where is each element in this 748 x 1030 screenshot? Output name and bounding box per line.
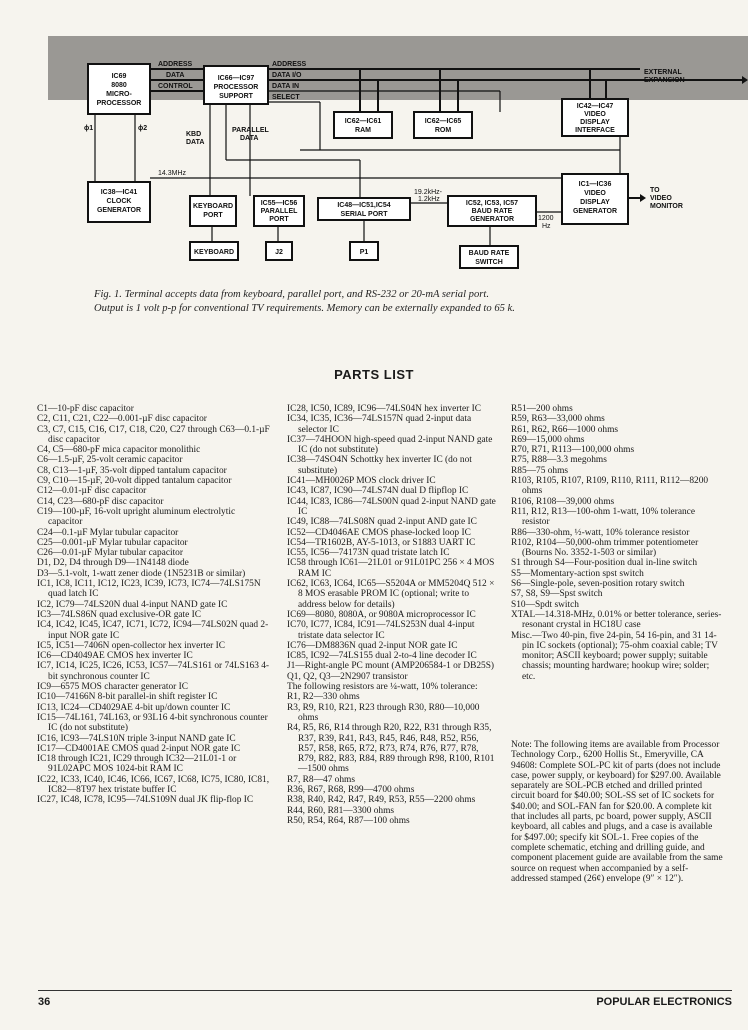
part-entry: IC49, IC88—74LS08N quad 2-input AND gate IC [287,517,477,528]
block-mpu-l0: IC69 [111,73,127,80]
block-diagram [0,0,748,290]
sig-1200-l1: Hz [542,223,551,230]
part-entry: R7, R8—47 ohms [287,774,355,785]
part-entry: IC6—CD4049AE CMOS hex inverter IC [37,651,193,662]
block-baudsw-l0: BAUD RATE [468,250,510,257]
part-entry: IC55, IC56—74173N quad tristate latch IC [287,548,450,559]
parts-column-1 [37,404,270,806]
part-entry: R102, R104—50,000-ohm trimmer potentiometer (Bourns No. 3352-1-503 or similar) [511,537,699,559]
part-entry: IC9—6575 MOS character generator IC [37,682,188,693]
part-entry: C12—0.01-µF disc capacitor [37,486,147,497]
block-rom-l1: ROM [434,127,452,134]
block-baud-l0: IC52, IC53, IC57 [465,200,519,207]
block-vdg-l2: DISPLAY [580,199,610,206]
sig-bauds-l1: 1.2kHz [418,196,440,203]
sig-phi1: ϕ1 [84,125,94,132]
block-parport-l0: IC55—IC56 [260,200,298,207]
sig-control: CONTROL [158,83,193,90]
part-entry: IC22, IC33, IC40, IC46, IC66, IC67, IC68, IC75, IC80, IC81, IC82—8T97 hex tristate buffer IC [37,774,270,795]
part-entry: C4, C5—680-pF mica capacitor monolithic [37,445,201,456]
block-baud-rate-switch [460,246,518,268]
block-parallel-port [254,196,304,226]
part-entry: IC15—74L161, 74L163, or 93L16 4-bit synchronous counter IC (do not substitute) [37,712,268,734]
sig-kbd-data-l0: KBD [186,131,202,138]
part-entry: IC52—CD4046AE CMOS phase-locked loop IC [287,527,471,538]
part-entry: C19—100-µF, 16-volt upright aluminum electrolytic capacitor [37,506,236,528]
block-parport-l1: PARALLEL [260,208,298,215]
sig-bauds-l0: 19.2kHz- [414,189,443,196]
part-entry: IC58 through IC61—21L01 or 91L01PC 256 × 4 MOS RAM IC [287,558,495,579]
block-support-l0: IC66—IC97 [217,75,255,82]
caption-line: Fig. 1. Terminal accepts data from keyboard, parallel port, and RS-232 or 20-mA serial port. [94,289,489,300]
block-clock-generator [88,182,150,222]
block-mpu-l1: 8080 [111,82,127,89]
part-entry: R86—330-ohm, ½-watt, 10% tolerance resistor [511,527,690,538]
block-parport-l2: PORT [269,216,289,223]
part-entry: IC4, IC42, IC45, IC47, IC71, IC72, IC94—74LS02N quad 2-input NOR gate IC [37,620,269,641]
part-entry: IC2, IC79—74LS20N dual 4-input NAND gate IC [37,599,228,610]
part-entry: IC54—TR1602B, AY-5-1013, or S1883 UART IC [287,537,476,548]
part-entry: R38, R40, R42, R47, R49, R53, R55—2200 ohms [287,795,476,806]
part-entry: The following resistors are ¼-watt, 10% tolerance: [287,682,478,693]
part-entry: R61, R62, R66—1000 ohms [511,424,619,435]
part-entry: IC69—8080, 8080A, or 9080A microprocessor IC [287,609,476,620]
sig-1200-l0: 1200 [538,215,554,222]
part-entry: C6—1.5-µF, 25-volt ceramic capacitor [37,455,183,466]
block-rom [414,112,472,138]
part-entry: R4, R5, R6, R14 through R20, R22, R31 through R35, R37, R39, R41, R43, R45, R46, R48, R52, R56, R57, R58, R65, R72, R73, R74, R76, R77, R78, R79, R82, R83, R84, R89 through R98, R100, R101—1500 ohms [287,723,495,775]
part-entry: IC70, IC77, IC84, IC91—74LS253N dual 4-input tristate data selector IC [287,620,475,641]
sig-data-in: DATA IN [272,83,300,90]
part-entry: IC5, IC51—7406N open-collector hex inverter IC [37,640,225,651]
block-mpu-l2: MICRO- [106,91,132,98]
parts-column-3 [511,404,723,682]
part-entry: R36, R67, R68, R99—4700 ohms [287,784,415,795]
part-entry: IC37—74HOON high-speed quad 2-input NAND gate IC (do not substitute) [287,434,493,456]
block-clock-l2: GENERATOR [96,207,142,214]
block-baud-rate-generator [448,196,536,226]
block-vdg-l0: IC1—IC36 [578,181,612,188]
sig-tovideo-l1: VIDEO [650,195,672,202]
parts-column-2 [287,404,497,826]
block-vdi-l2: DISPLAY [580,119,610,126]
block-j2-l0: J2 [275,249,283,256]
block-clock-l1: CLOCK [106,198,132,205]
part-entry: IC62, IC63, IC64, IC65—S5204A or MM5204Q 512 × 8 MOS erasable PROM IC (optional; write to address below for details) [287,579,495,610]
part-entry: C1—10-pF disc capacitor [37,404,134,414]
part-entry: C25—0.001-µF Mylar tubular capacitor [37,537,188,548]
parts-list-title: PARTS LIST [334,367,414,382]
availability-note: Note: The following items are available from Processor Technology Corp., 6200 Hollis St., Emeryville, CA 94608: Complete SOL-PC kit of parts (does not include case, power supply, or keyboard) for $297.00. Available separately are SOL-PCB etched and drilled printed circuit board for $40.00; SOL-SS set of IC sockets for $40.00; and SOL-FAN fan for $20.00. A complete kit that includes all parts, pc board, power supply, ASCII keyboard, all cables and plugs, and a case is available for $497.00; specify kit SOL-1. Free copies of the complete schematic, etching and drilling guide, and component placement guide are available from the same source on request when accompanied by a self-addressed stamped (26¢) envelope (9″ × 12″). [511,740,723,884]
part-entry: IC28, IC50, IC89, IC96—74LS04N hex inverter IC [287,404,481,414]
part-entry: IC3—74LS86N quad exclusive-OR gate IC [37,609,202,620]
figure-caption [94,288,684,316]
part-entry: IC13, IC24—CD4029AE 4-bit up/down counter IC [37,702,231,713]
part-entry: IC7, IC14, IC25, IC26, IC53, IC57—74LS161 or 74LS163 4-bit synchronous counter IC [37,661,270,682]
block-j2 [266,242,292,260]
part-entry: IC1, IC8, IC11, IC12, IC23, IC39, IC73, IC74—74LS175N quad latch IC [37,579,261,600]
block-serport-l1: SERIAL PORT [340,211,388,218]
part-entry: R1, R2—330 ohms [287,692,360,703]
part-entry: IC85, IC92—74LS155 dual 2-to-4 line decoder IC [287,651,477,662]
block-rom-l0: IC62—IC65 [424,118,462,125]
sig-ext-l0: EXTERNAL [644,69,682,76]
part-entry: C2, C11, C21, C22—0.001-µF disc capacitor [37,414,207,425]
part-entry: IC43, IC87, IC90—74LS74N dual D flipflop IC [287,486,469,497]
sig-kbd-data-l1: DATA [186,139,205,146]
part-entry: D1, D2, D4 through D9—1N4148 diode [37,558,189,569]
block-keyboard-l0: KEYBOARD [193,249,235,256]
part-entry: R59, R63—33,000 ohms [511,414,605,425]
block-ram-l0: IC62—IC61 [344,118,382,125]
block-baudsw-l1: SWITCH [475,259,503,266]
block-video-display-generator [562,174,628,224]
part-entry: C26—0.01-µF Mylar tubular capacitor [37,548,183,559]
sig-select: SELECT [272,94,300,101]
part-entry: XTAL—14.318-MHz, 0.01% or better tolerance, series-resonant crystal in HC18U case [511,609,722,631]
part-entry: R3, R9, R10, R21, R23 through R30, R80—10,000 ohms [287,702,480,723]
part-entry: IC41—MH0026P MOS clock driver IC [287,476,436,487]
part-entry: R70, R71, R113—100,000 ohms [511,445,635,456]
sig-address-1: ADDRESS [158,61,193,68]
part-entry: S7, S8, S9—Spst switch [511,589,603,600]
part-entry: S6—Single-pole, seven-position rotary switch [511,579,685,590]
page-number: 36 [38,996,51,1008]
part-entry: IC17—CD4001AE CMOS quad 2-input NOR gate IC [37,743,241,754]
block-video-display-interface [562,99,628,136]
part-entry: IC10—74166N 8-bit parallel-in shift register IC [37,692,218,703]
block-ram-l1: RAM [355,127,371,134]
block-vdg-l3: GENERATOR [572,208,618,215]
sig-data-io: DATA I/O [272,72,302,79]
footer-rule [38,990,732,991]
part-entry: IC34, IC35, IC36—74LS157N quad 2-input data selector IC [287,414,472,435]
sig-tovideo-l0: TO [650,187,660,194]
part-entry: J1—Right-angle PC mount (AMP206584-1 or DB25S) [287,661,495,672]
sig-ext-l1: EXPANSION [644,77,685,84]
sig-data: DATA [166,72,185,79]
part-entry: R50, R54, R64, R87—100 ohms [287,815,410,826]
caption-line: Output is 1 volt p-p for conventional TV requirements. Memory can be externally expanded to 65 k. [94,303,515,314]
sig-parallel-data-l1: DATA [240,135,259,142]
block-vdi-l0: IC42—IC47 [576,103,614,110]
block-support-l2: SUPPORT [219,93,253,100]
sig-parallel-data-l0: PARALLEL [232,127,269,134]
part-entry: IC18 through IC21, IC29 through IC32—21L01-1 or 91L02APC MOS 1024-bit RAM IC [37,754,237,775]
part-entry: IC44, IC83, IC86—74LS00N quad 2-input NAND gate IC [287,496,496,517]
block-vdi-l3: INTERFACE [575,127,615,134]
sig-phi2: ϕ2 [138,125,148,132]
part-entry: IC27, IC48, IC78, IC95—74LS109N dual JK flip-flop IC [37,795,254,806]
part-entry: Q1, Q2, Q3—2N2907 transistor [287,671,408,682]
part-entry: C8, C13—1-µF, 35-volt dipped tantalum capacitor [37,465,227,476]
part-entry: S10—Spdt switch [511,599,579,610]
block-serport-l0: IC48—IC51,IC54 [337,202,391,209]
part-entry: R69—15,000 ohms [511,434,585,445]
block-vdi-l1: VIDEO [584,111,606,118]
part-entry: S5—Momentary-action spst switch [511,568,644,579]
block-keyboard [190,242,238,260]
block-support-l1: PROCESSOR [213,84,259,91]
sig-address-2: ADDRESS [272,61,307,68]
part-entry: R85—75 ohms [511,465,569,476]
block-serial-port [318,198,410,220]
part-entry: C14, C23—680-pF disc capacitor [37,496,164,507]
block-kbport-l0: KEYBOARD [192,203,234,210]
part-entry: C24—0.1-µF Mylar tubular capacitor [37,527,179,538]
block-vdg-l1: VIDEO [584,190,606,197]
block-processor-support [204,66,268,104]
part-entry: IC38—74SO4N Schottky hex inverter IC (do not substitute) [287,455,472,476]
part-entry: IC76—DM8836N quad 2-input NOR gate IC [287,640,458,651]
part-entry: R11, R12, R13—100-ohm 1-watt, 10% tolerance resistor [511,506,695,528]
block-keyboard-port [190,196,236,226]
magazine-name: POPULAR ELECTRONICS [596,996,732,1008]
sig-freq: 14.3MHz [158,170,187,177]
block-clock-l0: IC38—IC41 [100,189,138,196]
sig-tovideo-l2: MONITOR [650,203,683,210]
part-entry: R51—200 ohms [511,404,573,414]
part-entry: R106, R108—39,000 ohms [511,496,615,507]
part-entry: R44, R60, R81—3300 ohms [287,805,395,816]
block-p1-l0: P1 [359,249,369,256]
part-entry: C3, C7, C15, C16, C17, C18, C20, C27 through C63—0.1-µF disc capacitor [37,424,270,445]
block-mpu [88,64,150,114]
part-entry: D3—5.1-volt, 1-watt zener diode (1N5231B or similar) [37,568,246,579]
part-entry: S1 through S4—Four-position dual in-line switch [511,558,698,569]
part-entry: Misc.—Two 40-pin, five 24-pin, 54 16-pin, and 31 14-pin IC sockets (optional); 75-ohm coaxial cable; TV monitor; ASCII keyboard; power supply; suitable chassis; mounting hardware; hookup wire; solder; etc. [511,630,718,682]
block-ram [334,112,392,138]
block-mpu-l3: PROCESSOR [96,100,142,107]
part-entry: IC16, IC93—74LS10N triple 3-input NAND gate IC [37,733,236,744]
part-entry: C9, C10—15-µF, 20-volt dipped tantalum capacitor [37,476,232,487]
block-p1 [350,242,378,260]
block-kbport-l1: PORT [203,212,223,219]
part-entry: R103, R105, R107, R109, R110, R111, R112—8200 ohms [511,476,709,497]
block-baud-l2: GENERATOR [469,216,515,223]
part-entry: R75, R88—3.3 megohms [511,455,607,466]
block-baud-l1: BAUD RATE [471,208,513,215]
